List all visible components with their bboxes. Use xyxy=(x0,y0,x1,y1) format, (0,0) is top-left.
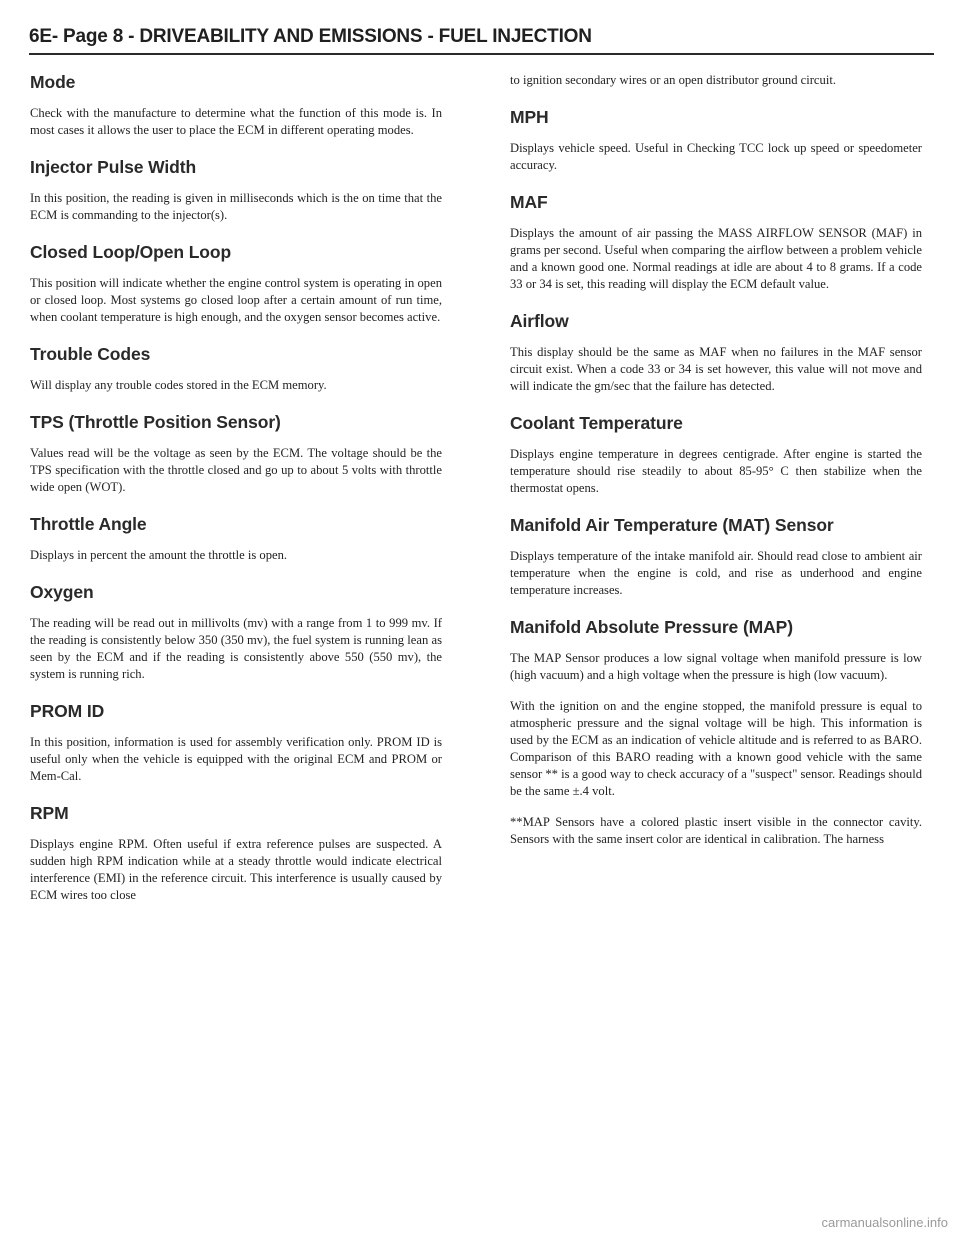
body-paragraph: Displays the amount of air passing the MASS AIRFLOW SENSOR (MAF) in grams per second. Useful when comparing the airflow between a problem vehicle and a known good one. Normal readings at idle are about 4 to 8 grams. If a code 33 or 34 is set, this reading will display the ECM default value. xyxy=(510,226,922,291)
section-heading: Manifold Absolute Pressure (MAP) xyxy=(510,617,793,637)
body-paragraph: In this position, information is used for assembly verification only. PROM ID is useful only when the vehicle is equipped with the original ECM and PROM or Mem-Cal. xyxy=(30,735,442,783)
section-heading: Coolant Temperature xyxy=(510,413,683,433)
page-header: 6E- Page 8 - DRIVEABILITY AND EMISSIONS - FUEL INJECTION xyxy=(29,26,934,55)
section-loop xyxy=(30,242,442,326)
section-heading: Trouble Codes xyxy=(30,344,151,364)
section-heading: Mode xyxy=(30,72,76,92)
body-paragraph: This position will indicate whether the engine control system is operating in open or closed loop. Most systems go closed loop after a certain amount of run time, when coolant temperature is high enough, and the oxygen sensor becomes active. xyxy=(30,276,442,324)
body-paragraph: Displays vehicle speed. Useful in Checking TCC lock up speed or speedometer accuracy. xyxy=(510,141,922,172)
section-heading: Manifold Air Temperature (MAT) Sensor xyxy=(510,515,834,535)
section-heading: Oxygen xyxy=(30,582,94,602)
section-heading: TPS (Throttle Position Sensor) xyxy=(30,412,281,432)
body-paragraph: Displays engine temperature in degrees centigrade. After engine is started the temperature should rise steadily to about 85-95° C then stabilize when the thermostat opens. xyxy=(510,447,922,495)
section-rpm xyxy=(30,803,442,904)
section-mode xyxy=(30,72,442,139)
right-column xyxy=(510,72,922,866)
body-paragraph: Will display any trouble codes stored in the ECM memory. xyxy=(30,378,327,392)
section-airflow xyxy=(510,311,922,395)
section-angle xyxy=(30,514,442,564)
section-maf xyxy=(510,192,922,293)
section-tps xyxy=(30,412,442,496)
section-heading: MAF xyxy=(510,192,548,212)
section-codes xyxy=(30,344,442,394)
body-paragraph: Check with the manufacture to determine what the function of this mode is. In most cases it allows the user to place the ECM in different operating modes. xyxy=(30,106,442,137)
section-mat xyxy=(510,515,922,599)
body-paragraph: Displays engine RPM. Often useful if extra reference pulses are suspected. A sudden high RPM indication while at a steady throttle would indicate electrical interference (EMI) in the reference circuit. This interference is usually caused by ECM wires too close xyxy=(30,837,442,902)
section-oxygen xyxy=(30,582,442,683)
body-paragraph: In this position, the reading is given in milliseconds which is the on time that the ECM is commanding to the injector(s). xyxy=(30,191,442,222)
body-paragraph: The MAP Sensor produces a low signal voltage when manifold pressure is low (high vacuum) and a high voltage when the pressure is high (low vacuum). xyxy=(510,651,922,682)
section-rpm-cont xyxy=(510,72,922,89)
section-mph xyxy=(510,107,922,174)
body-paragraph: With the ignition on and the engine stopped, the manifold pressure is equal to atmospheric pressure and the signal voltage will be high. This information is used by the ECM as an indication of vehicle altitude and is referred to as BARO. Comparison of this BARO reading with a known good vehicle with the same sensor ** is a good way to check accuracy of a "suspect" sensor. Readings should be the same ±.4 volt. xyxy=(510,699,922,798)
body-paragraph: to ignition secondary wires or an open distributor ground circuit. xyxy=(510,73,836,87)
watermark: carmanualsonline.info xyxy=(821,1215,948,1230)
section-heading: Airflow xyxy=(510,311,569,331)
section-heading: Injector Pulse Width xyxy=(30,157,197,177)
body-paragraph: Displays temperature of the intake manifold air. Should read close to ambient air temperature when the engine is cold, and rise as underhood and engine temperature increases. xyxy=(510,549,922,597)
section-coolant xyxy=(510,413,922,497)
section-heading: MPH xyxy=(510,107,549,127)
section-heading: Closed Loop/Open Loop xyxy=(30,242,232,262)
body-paragraph: Displays in percent the amount the throttle is open. xyxy=(30,548,288,562)
section-heading: Throttle Angle xyxy=(30,514,147,534)
body-paragraph: The reading will be read out in millivolts (mv) with a range from 1 to 999 mv. If the reading is consistently below 350 (350 mv), the fuel system is running lean as seen by the ECM and if the reading is consistently above 550 (550 mv), the system is running rich. xyxy=(30,616,442,681)
section-prom xyxy=(30,701,442,785)
section-heading: RPM xyxy=(30,803,69,823)
body-paragraph: Values read will be the voltage as seen by the ECM. The voltage should be the TPS specification with the throttle closed and go up to about 5 volts with throttle wide open (WOT). xyxy=(30,446,442,494)
body-paragraph: **MAP Sensors have a colored plastic insert visible in the connector cavity. Sensors with the same insert color are identical in calibration. The harness xyxy=(510,815,922,846)
section-injector xyxy=(30,157,442,224)
left-column xyxy=(30,72,442,922)
section-map xyxy=(510,617,922,848)
section-heading: PROM ID xyxy=(30,701,105,721)
body-paragraph: This display should be the same as MAF when no failures in the MAF sensor circuit exist. When a code 33 or 34 is set however, this value will not move and will indicate the gm/sec that the failure has detected. xyxy=(510,345,922,393)
